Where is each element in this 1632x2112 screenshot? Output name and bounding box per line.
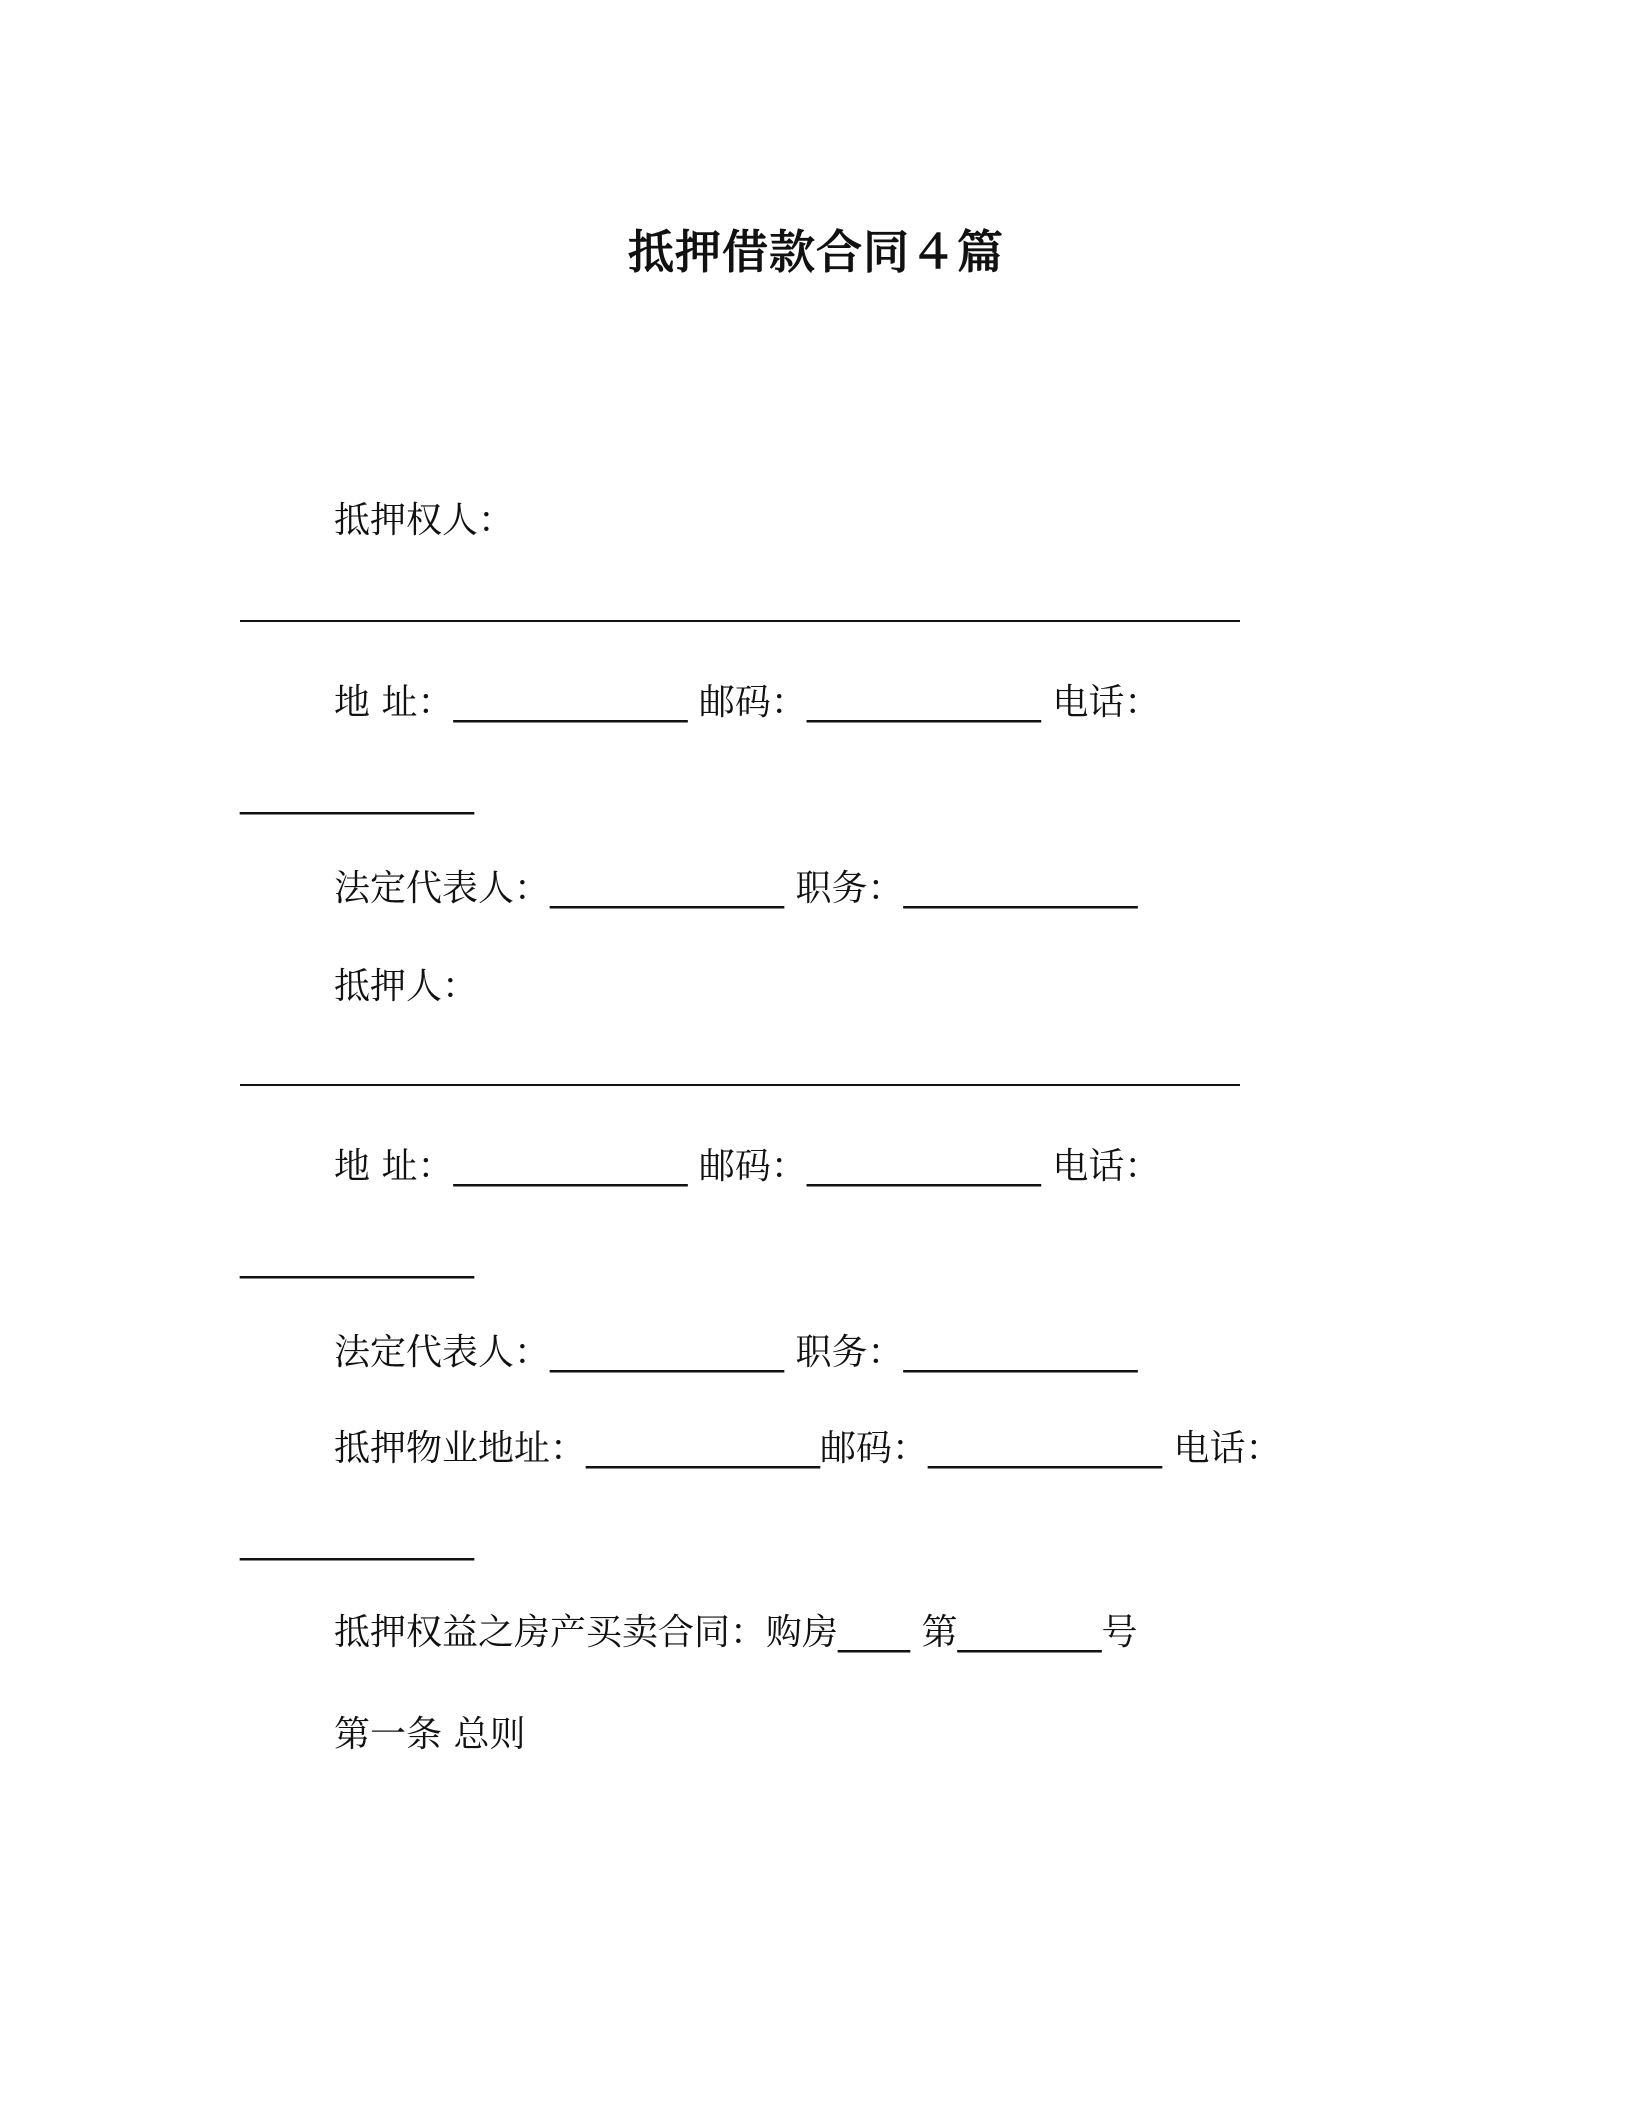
mortgagor-address-line: 地 址：_____________ 邮码：_____________ 电话： bbox=[334, 1146, 1161, 1187]
mortgagee-address-line: 地 址：_____________ 邮码：_____________ 电话： bbox=[334, 682, 1161, 723]
mortgagor-label: 抵押人： bbox=[334, 966, 479, 1007]
mortgagee-phone-blank: _____________ bbox=[240, 774, 474, 815]
mortgagee-representative-line: 法定代表人：_____________ 职务：_____________ bbox=[334, 868, 1138, 909]
article-1-heading: 第一条 总则 bbox=[334, 1714, 526, 1755]
mortgagor-phone-blank: _____________ bbox=[240, 1238, 474, 1279]
property-phone-blank: _____________ bbox=[240, 1520, 474, 1561]
mortgagee-label: 抵押权人： bbox=[334, 500, 515, 541]
mortgagor-name-blank bbox=[240, 1084, 1240, 1086]
document-title: 抵押借款合同４篇 bbox=[628, 225, 1004, 279]
purchase-contract-line: 抵押权益之房产买卖合同：购房____ 第________号 bbox=[334, 1612, 1138, 1653]
property-address-line: 抵押物业地址：_____________邮码：_____________ 电话： bbox=[334, 1428, 1282, 1469]
mortgagee-name-blank bbox=[240, 620, 1240, 622]
mortgagor-representative-line: 法定代表人：_____________ 职务：_____________ bbox=[334, 1332, 1138, 1373]
